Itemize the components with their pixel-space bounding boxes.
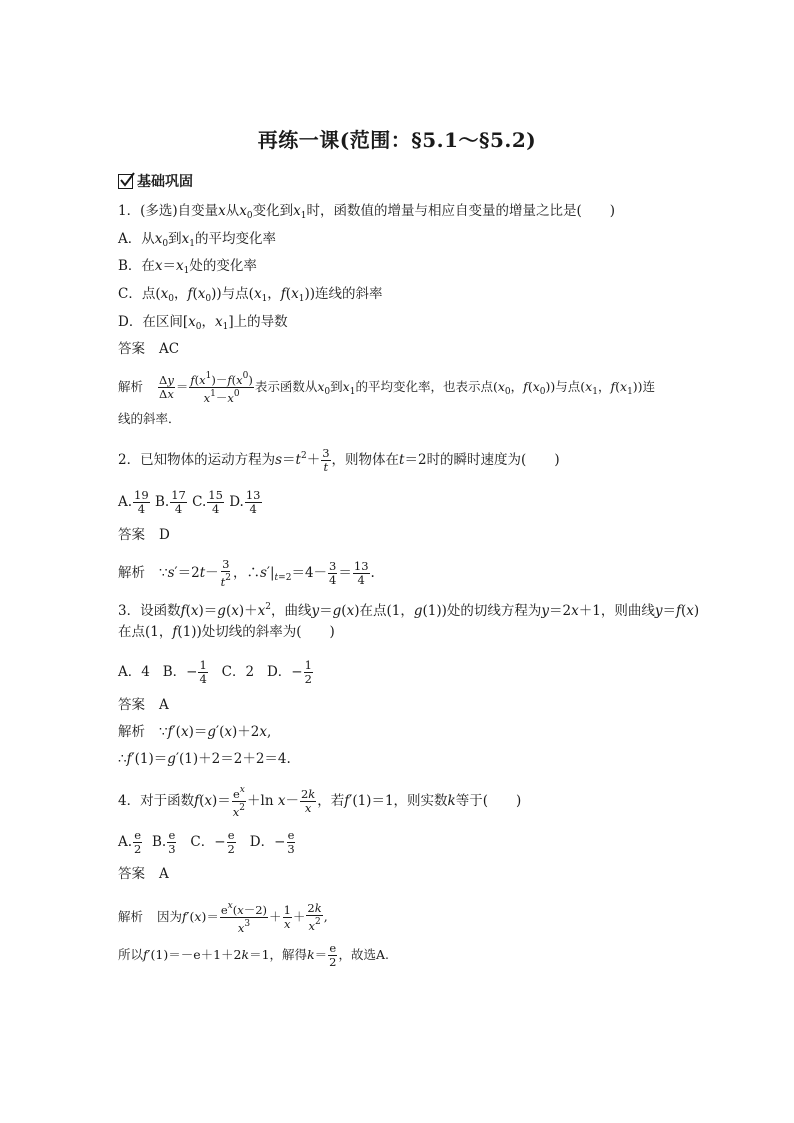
q1-analysis-line2: 线的斜率．: [118, 411, 181, 426]
page-title: 再练一课(范围：§5.1～§5.2): [257, 128, 537, 152]
q2-options: A. $\frac{19}{4}$ B. $\frac{17}{4}$ C. $\frac{15}{4}$ D. $\frac{13}{4}$: [118, 488, 261, 516]
q1-answer: 答案 AC: [118, 341, 180, 357]
q4-options: A. $\frac{e}{2}$ B. $\frac{e}{3}$ C．− $\frac{e}{2}$ D．− $\frac{e}{3}$: [118, 828, 295, 856]
q3-options: A．4 B．− $\frac{1}{4}$ C．2 D．− $\frac{1}{2}$: [118, 658, 312, 686]
q3-answer: 答案 A: [118, 697, 169, 713]
q1-option-a: A．从$x_0$到$x_1$的平均变化率: [118, 231, 276, 249]
q3-stem: 3．设函数$f(x)=g(x)+x^2$，曲线y＝g(x)在点(1，g(1))处的切线方程为y＝2x＋1，则曲线y＝f(x): [118, 602, 700, 619]
q4-answer: 答案 A: [118, 866, 169, 882]
q4-stem: 4．对于函数f(x)＝ $\frac{e^x}{x^2}$ ＋ln x－ $\frac{2k}{x}$ ，若f′(1)＝1，则实数k等于( ): [118, 785, 522, 819]
section-header: [118, 171, 193, 191]
q2-stem: 2．已知物体的运动方程为$s=t^2+$ $\frac{3}{t}$ ，则物体在t＝2时的瞬时速度为( ): [118, 446, 560, 474]
q3-analysis: 解析 ∵f′(x)＝g′(x)＋2x,: [118, 724, 272, 740]
q1-option-d: D．在区间[$x_0$，$x_1$]上的导数: [118, 314, 288, 332]
q1-option-b: B．在$x=x_1$处的变化率: [118, 258, 257, 276]
q2-answer: 答案 D: [118, 527, 170, 543]
q3-stem-line2: 在点(1，f(1))处切线的斜率为( ): [118, 624, 335, 640]
checkbox-check-icon: [118, 174, 133, 189]
q1-option-c: C．点($x_0$，$f(x_0)$)与点($x_1$，$f(x_1)$)连线的斜率: [118, 286, 383, 304]
q4-analysis-line2: 所以f′(1)＝－e＋1＋2k＝1，解得k＝ $\frac{e}{2}$ ，故选A.: [118, 941, 389, 969]
q1-stem: 1．(多选)自变量x从$x_0$变化到$x_1$时，函数值的增量与相应自变量的增量之比是( ): [118, 203, 616, 221]
section-title: 基础巩固: [137, 174, 193, 190]
q2-analysis: 解析 ∵s′＝2t－ $\frac{3}{t^2}$ ，$\therefore s'|_{t=2}=4-$ $\frac{3}{4}$ ＝ $\frac{13}{4}$ .: [118, 557, 375, 589]
q1-analysis: 解析 $\frac{\Delta y}{\Delta x}$ ＝ $\frac{f(x^1)-f(x^0)}{x^1-x^0}$ 表示函数从$x_0$到$x_1$的平均变化率，也表示点($x_0$，$f(x_0)$)与点($x_1$，$f(x_1)$)连: [118, 371, 656, 405]
q3-analysis-line2: ∴f′(1)＝g′(1)＋2＝2＋2＝4.: [118, 751, 291, 767]
q4-analysis: 解析 因为f′(x)＝ $\frac{e^x(x-2)}{x^3}$ ＋ $\frac{1}{x}$ ＋ $\frac{2k}{x^2}$ ,: [118, 901, 328, 935]
